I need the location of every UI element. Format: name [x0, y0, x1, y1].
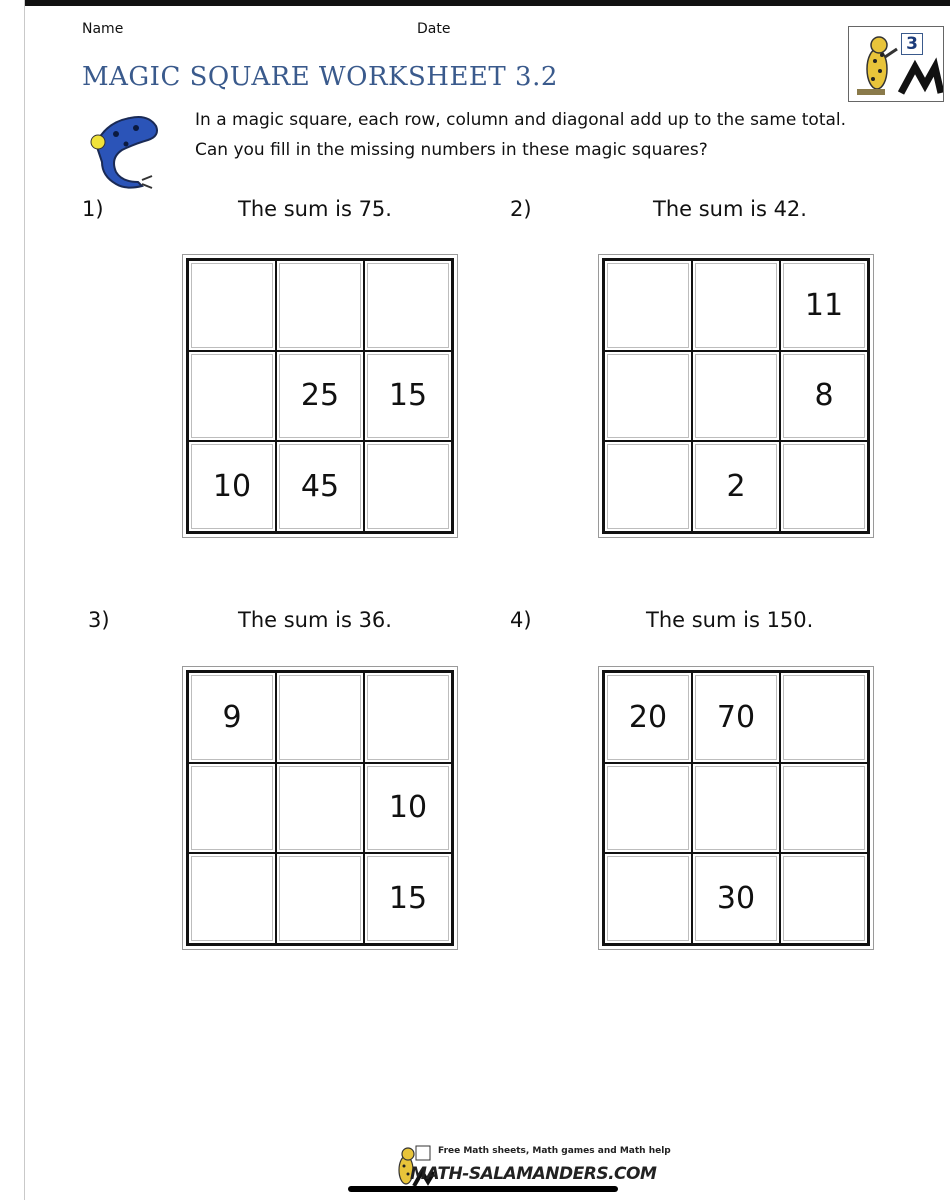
problem-3-sum: The sum is 36. — [238, 608, 392, 632]
magic-square-4 — [602, 670, 870, 946]
square-cell[interactable] — [188, 853, 276, 944]
problem-4-sum: The sum is 150. — [646, 608, 814, 632]
square-cell[interactable] — [604, 763, 692, 854]
name-label: Name — [82, 21, 124, 37]
square-cell[interactable] — [780, 672, 868, 763]
footer — [392, 1142, 672, 1190]
problem-1-sum: The sum is 75. — [238, 197, 392, 221]
square-cell[interactable]: 25 — [276, 351, 364, 442]
square-cell[interactable] — [692, 763, 780, 854]
magic-square-1 — [186, 258, 454, 534]
square-cell[interactable] — [780, 853, 868, 944]
magic-square-2 — [602, 258, 870, 534]
square-cell[interactable] — [604, 260, 692, 351]
square-cell[interactable]: 9 — [188, 672, 276, 763]
square-cell[interactable] — [276, 763, 364, 854]
square-cell[interactable]: 20 — [604, 672, 692, 763]
grade-logo-art — [849, 27, 943, 101]
square-cell[interactable] — [604, 441, 692, 532]
instructions — [195, 105, 846, 165]
square-cell[interactable] — [780, 763, 868, 854]
square-cell[interactable]: 30 — [692, 853, 780, 944]
page-edge — [24, 0, 25, 1200]
problem-1-number: 1) — [82, 197, 104, 221]
square-cell[interactable]: 45 — [276, 441, 364, 532]
square-cell[interactable] — [188, 351, 276, 442]
magic-square-3 — [186, 670, 454, 946]
square-cell[interactable] — [364, 260, 452, 351]
square-cell[interactable] — [276, 672, 364, 763]
footer-brand[interactable]: MATH-SALAMANDERS.COM — [410, 1164, 657, 1184]
square-cell[interactable] — [276, 260, 364, 351]
square-cell[interactable] — [364, 441, 452, 532]
square-cell[interactable]: 10 — [188, 441, 276, 532]
square-cell[interactable]: 2 — [692, 441, 780, 532]
square-cell[interactable]: 10 — [364, 763, 452, 854]
grade-badge-icon — [848, 26, 944, 102]
top-border — [24, 0, 950, 6]
square-cell[interactable]: 70 — [692, 672, 780, 763]
square-cell[interactable] — [188, 260, 276, 351]
square-cell[interactable] — [692, 260, 780, 351]
salamander-icon — [86, 104, 162, 192]
footer-tagline: Free Math sheets, Math games and Math help — [438, 1146, 671, 1156]
problem-4-number: 4) — [510, 608, 532, 632]
square-cell[interactable] — [692, 351, 780, 442]
instruction-line-2: Can you fill in the missing numbers in these magic squares? — [195, 140, 708, 160]
square-cell[interactable] — [188, 763, 276, 854]
square-cell[interactable]: 11 — [780, 260, 868, 351]
square-cell[interactable] — [364, 672, 452, 763]
square-cell[interactable]: 15 — [364, 351, 452, 442]
grade-number: 3 — [901, 33, 923, 55]
square-cell[interactable]: 8 — [780, 351, 868, 442]
home-indicator[interactable] — [348, 1186, 618, 1192]
square-cell[interactable] — [276, 853, 364, 944]
square-cell[interactable] — [604, 351, 692, 442]
square-cell[interactable]: 15 — [364, 853, 452, 944]
problem-3-number: 3) — [88, 608, 110, 632]
square-cell[interactable] — [780, 441, 868, 532]
instruction-line-1: In a magic square, each row, column and diagonal add up to the same total. — [195, 110, 847, 130]
problem-2-sum: The sum is 42. — [653, 197, 807, 221]
page-title: MAGIC SQUARE WORKSHEET 3.2 — [82, 62, 558, 92]
problem-2-number: 2) — [510, 197, 532, 221]
square-cell[interactable] — [604, 853, 692, 944]
date-label: Date — [417, 21, 451, 37]
